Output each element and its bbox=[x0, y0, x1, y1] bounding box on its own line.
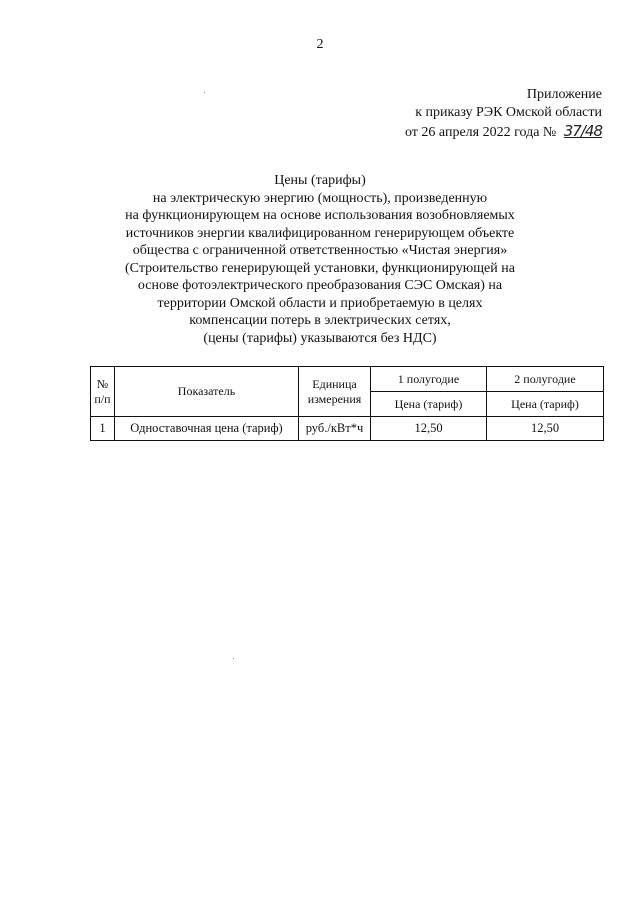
table-row bbox=[91, 417, 604, 441]
header-price2: Цена (тариф) bbox=[487, 392, 604, 417]
title-line: (цены (тарифы) указываются без НДС) bbox=[203, 330, 437, 346]
title-line: территории Омской области и приобретаемую в целях bbox=[157, 295, 483, 311]
cell-number: 1 bbox=[91, 417, 115, 441]
header-number-sign: № bbox=[96, 376, 109, 391]
appendix-order-date: от 26 апреля 2022 года № bbox=[404, 125, 557, 140]
title-line: на электрическую энергию (мощность), произведенную bbox=[152, 190, 488, 206]
appendix-order-reference: к приказу РЭК Омской области bbox=[415, 105, 602, 120]
header-half2: 2 полугодие bbox=[487, 367, 604, 392]
table-header-row bbox=[91, 367, 604, 392]
title-line: (Строительство генерирующей установки, функционирующей на bbox=[125, 260, 515, 276]
header-unit-line2: измерения bbox=[307, 391, 362, 406]
cell-unit: руб./кВт*ч bbox=[299, 417, 371, 441]
appendix-header bbox=[405, 86, 602, 142]
cell-half2-price: 12,50 bbox=[487, 417, 604, 441]
appendix-order-date-line bbox=[405, 122, 602, 142]
header-number bbox=[91, 367, 115, 417]
header-half1: 1 полугодие bbox=[371, 367, 487, 392]
scan-speck bbox=[204, 92, 205, 93]
header-number-abbr: п/п bbox=[94, 391, 111, 406]
handwritten-order-number: 37/48 bbox=[563, 122, 602, 140]
cell-half1-price: 12,50 bbox=[371, 417, 487, 441]
title-line: основе фотоэлектрического преобразования СЭС Омская) на bbox=[137, 278, 503, 293]
header-unit bbox=[299, 367, 371, 417]
page-number: 2 bbox=[316, 37, 324, 52]
header-indicator: Показатель bbox=[115, 367, 299, 417]
cell-indicator: Одноставочная цена (тариф) bbox=[115, 417, 299, 441]
title-line: Цены (тарифы) bbox=[274, 173, 366, 188]
title-line: на функционирующем на основе использования возобновляемых bbox=[125, 208, 515, 223]
title-line: общества с ограниченной ответственностью «Чистая энергия» bbox=[132, 243, 508, 258]
document-title bbox=[0, 172, 640, 347]
appendix-title: Приложение bbox=[526, 87, 602, 102]
title-line: компенсации потерь в электрических сетях, bbox=[189, 313, 451, 328]
header-price1: Цена (тариф) bbox=[371, 392, 487, 417]
tariff-table bbox=[90, 366, 604, 441]
scan-speck bbox=[233, 658, 234, 659]
title-line: источников энергии квалифицированном генерирующем объекте bbox=[125, 225, 515, 241]
header-unit-line1: Единица bbox=[312, 376, 357, 391]
